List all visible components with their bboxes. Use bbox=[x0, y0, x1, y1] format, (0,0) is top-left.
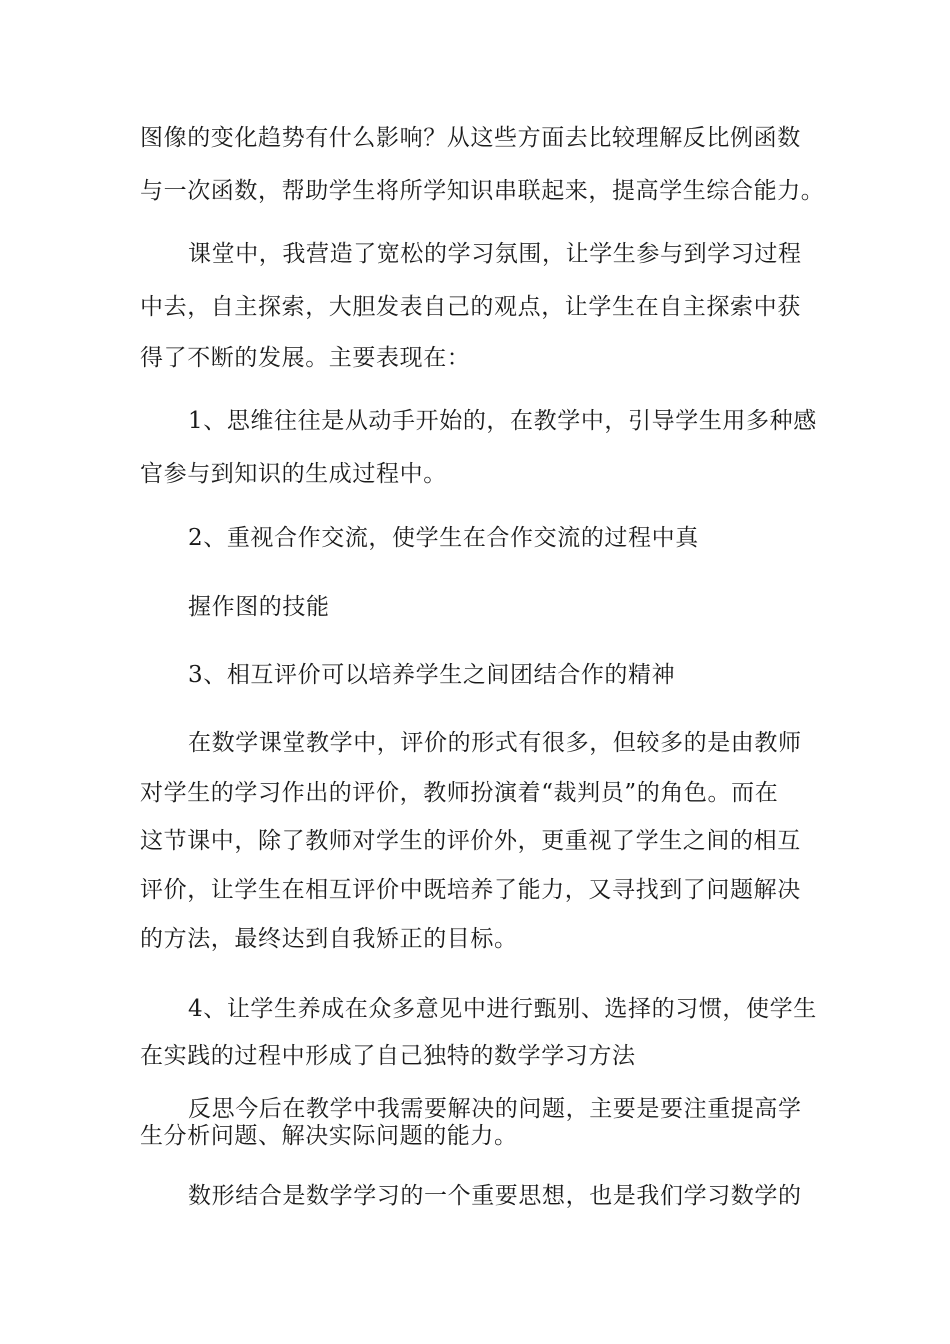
paragraph-line: 握作图的技能 bbox=[188, 594, 330, 620]
list-item-line: 官参与到知识的生成过程中。 bbox=[140, 461, 447, 487]
paragraph-line: 图像的变化趋势有什么影响？从这些方面去比较理解反比例函数 bbox=[140, 125, 801, 151]
paragraph-line: 在数学课堂教学中，评价的形式有很多，但较多的是由教师 bbox=[188, 730, 802, 756]
list-item-line: 4、让学生养成在众多意见中进行甄别、选择的习惯，使学生 bbox=[188, 996, 817, 1022]
paragraph-line: 与一次函数，帮助学生将所学知识串联起来，提高学生综合能力。 bbox=[140, 178, 825, 204]
paragraph-line: 数形结合是数学学习的一个重要思想，也是我们学习数学的 bbox=[188, 1183, 802, 1209]
list-item-line: 1、思维往往是从动手开始的，在教学中，引导学生用多种感 bbox=[188, 408, 817, 434]
paragraph-line: 中去，自主探索，大胆发表自己的观点，让学生在自主探索中获 bbox=[140, 294, 801, 320]
paragraph-line: 的方法，最终达到自我矫正的目标。 bbox=[140, 926, 518, 952]
list-item-line: 2、重视合作交流，使学生在合作交流的过程中真 bbox=[188, 525, 699, 551]
list-item-line: 3、相互评价可以培养学生之间团结合作的精神 bbox=[188, 662, 676, 688]
paragraph-line: 这节课中，除了教师对学生的评价外，更重视了学生之间的相互 bbox=[140, 828, 801, 854]
paragraph-line: 得了不断的发展。主要表现在： bbox=[140, 345, 471, 371]
paragraph-line: 反思今后在教学中我需要解决的问题，主要是要注重提高学 bbox=[188, 1096, 802, 1122]
paragraph-line: 评价，让学生在相互评价中既培养了能力，又寻找到了问题解决 bbox=[140, 877, 801, 903]
paragraph-line: 生分析问题、解决实际问题的能力。 bbox=[140, 1123, 518, 1149]
paragraph-line: 课堂中，我营造了宽松的学习氛围，让学生参与到学习过程 bbox=[188, 241, 802, 267]
paragraph-line: 对学生的学习作出的评价，教师扮演着“裁判员”的角色。而在 bbox=[140, 780, 779, 806]
list-item-line: 在实践的过程中形成了自己独特的数学学习方法 bbox=[140, 1043, 636, 1069]
